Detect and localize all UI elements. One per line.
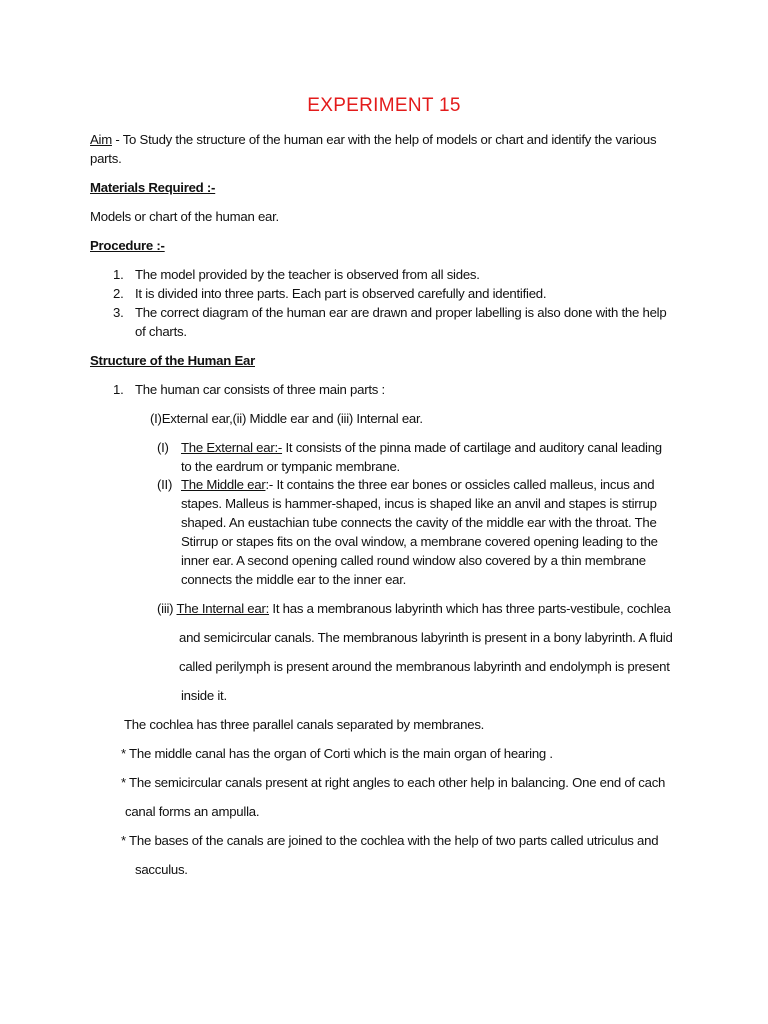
external-ear-line-1 — [181, 440, 662, 456]
aim-line-1 — [90, 132, 656, 148]
procedure-item-3-line-2: of charts. — [135, 324, 187, 339]
structure-item-num-1: 1. — [113, 382, 124, 397]
internal-ear-line-2: and semicircular canals. The membranous labyrinth is present in a bony labyrinth. A fluid — [179, 630, 673, 645]
bullet-3-line-1: * The bases of the canals are joined to the cochlea with the help of two parts called utriculus and — [121, 833, 659, 848]
internal-ear-line-4: inside it. — [181, 688, 227, 703]
bullet-3-line-2: sacculus. — [135, 862, 188, 877]
parts-line: (I)External ear,(ii) Middle ear and (iii) Internal ear. — [150, 411, 423, 426]
materials-text: Models or chart of the human ear. — [90, 209, 279, 224]
middle-ear-text: :- It contains the three ear bones or ossicles called malleus, incus and — [265, 477, 655, 492]
internal-ear-line-3: called perilymph is present around the membranous labyrinth and endolymph is present — [179, 659, 670, 674]
bullet-2-line-1: * The semicircular canals present at right angles to each other help in balancing. One end of cach — [121, 775, 666, 790]
middle-ear-line-3: shaped. An eustachian tube connects the cavity of the middle ear with the throat. The — [181, 515, 657, 530]
procedure-item-num-3: 3. — [113, 305, 124, 320]
middle-ear-line-4: Stirrup or stapes fits on the oval window, a membrane covered opening leading to the — [181, 534, 658, 549]
external-ear-line-2: to the eardrum or tympanic membrane. — [181, 459, 400, 474]
aim-line-2: parts. — [90, 151, 122, 166]
structure-heading: Structure of the Human Ear — [90, 353, 255, 368]
page-title: EXPERIMENT 15 — [307, 95, 461, 116]
internal-ear-label: The Internal ear: — [176, 601, 270, 616]
procedure-item-num-1: 1. — [113, 267, 124, 282]
external-ear-text: It consists of the pinna made of cartilage and auditory canal leading — [282, 440, 662, 455]
structure-item-1: The human car consists of three main parts : — [135, 382, 385, 397]
internal-ear-line-1 — [157, 601, 671, 617]
middle-ear-label: The Middle ear — [181, 477, 266, 492]
materials-heading: Materials Required :- — [90, 180, 216, 195]
procedure-item-3-line-1: The correct diagram of the human ear are drawn and proper labelling is also done with the help — [135, 305, 667, 320]
middle-ear-line-1 — [181, 477, 654, 493]
internal-ear-text: It has a membranous labyrinth which has three parts-vestibule, cochlea — [269, 601, 671, 616]
aim-label: Aim — [90, 132, 112, 147]
bullet-2-line-2: canal forms an ampulla. — [125, 804, 260, 819]
procedure-item-2: It is divided into three parts. Each part is observed carefully and identified. — [135, 286, 547, 301]
procedure-heading: Procedure :- — [90, 238, 165, 253]
procedure-item-num-2: 2. — [113, 286, 124, 301]
middle-ear-num: (II) — [157, 477, 173, 492]
external-ear-label: The External ear:- — [181, 440, 283, 455]
procedure-item-1: The model provided by the teacher is observed from all sides. — [135, 267, 480, 282]
external-ear-num: (I) — [157, 440, 169, 455]
aim-text: - To Study the structure of the human ear with the help of models or chart and identify the various — [111, 132, 657, 147]
middle-ear-line-2: stapes. Malleus is hammer-shaped, incus is shaped like an anvil and stapes is stirrup — [181, 496, 657, 511]
cochlea-line: The cochlea has three parallel canals separated by membranes. — [124, 717, 485, 732]
middle-ear-line-5: inner ear. A second opening called round window also covered by a thin membrane — [181, 553, 646, 568]
internal-ear-num: (iii) — [157, 601, 177, 616]
middle-ear-line-6: connects the middle ear to the inner ear. — [181, 572, 407, 587]
bullet-1: * The middle canal has the organ of Corti which is the main organ of hearing . — [121, 746, 553, 761]
